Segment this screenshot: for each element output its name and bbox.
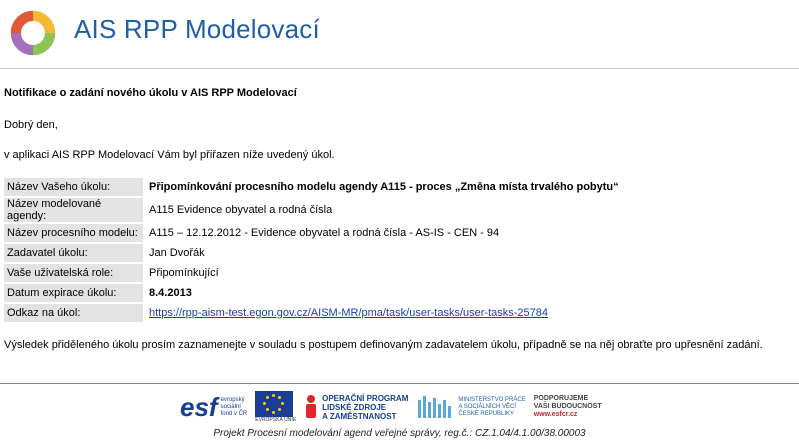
podporujeme-logo <box>534 395 602 419</box>
op-text-line: LIDSKÉ ZDROJE <box>322 402 387 412</box>
greeting-text: Dobrý den, <box>4 119 58 131</box>
row-label: Název modelované agendy: <box>4 198 143 222</box>
eu-flag-icon <box>255 391 293 417</box>
mpsv-logo <box>416 394 525 420</box>
eu-caption: EVROPSKÁ UNIE <box>255 417 297 423</box>
row-label: Název Vašeho úkolu: <box>4 178 143 196</box>
agenda-value: A115 Evidence obyvatel a rodná čísla <box>149 204 333 216</box>
notification-heading: Notifikace o zadání nového úkolu v AIS RPP Modelovací <box>4 87 297 99</box>
op-text-line: A ZAMĚSTNANOST <box>322 411 397 421</box>
row-label: Název procesního modelu: <box>4 224 143 242</box>
esf-logo-text <box>221 397 248 418</box>
email-header <box>0 0 799 69</box>
podpor-text-line: VAŠI BUDOUCNOST <box>533 403 602 410</box>
op-lzz-text <box>322 394 408 421</box>
esf-text-line: fond v ČR <box>220 410 248 417</box>
eu-logo <box>255 391 296 423</box>
op-lzz-logo <box>304 394 408 421</box>
mpsv-text-line: A SOCIÁLNÍCH VĚCÍ <box>458 403 517 410</box>
process-model-value: A115 – 12.12.2012 - Evidence obyvatel a rodná čísla - AS-IS - CEN - 94 <box>149 227 500 239</box>
assigner-value: Jan Dvořák <box>149 247 205 259</box>
op-text-line: OPERAČNÍ PROGRAM <box>322 393 409 403</box>
footer-divider <box>0 383 799 384</box>
intro-text: v aplikaci AIS RPP Modelovací Vám byl přiřazen níže uvedený úkol. <box>4 149 335 161</box>
row-label: Vaše uživatelská role: <box>4 264 143 282</box>
result-instructions: Výsledek přiděleného úkolu prosím zaznamenejte v souladu s postupem definovaným zadavatelem úkolu, případně se na něj obraťte pro upřesnění zadání. <box>4 339 763 351</box>
op-lzz-icon <box>304 394 318 420</box>
task-link-row <box>4 304 619 322</box>
expiration-value: 8.4.2013 <box>149 287 192 299</box>
task-name-row <box>4 178 619 196</box>
mpsv-text-line: MINISTERSTVO PRÁCE <box>458 396 526 403</box>
task-info-table <box>4 176 619 324</box>
esf-logo <box>180 394 247 420</box>
task-name-value: Připomínkování procesního modelu agendy A115 - proces „Změna místa trvalého pobytu“ <box>149 181 619 193</box>
project-caption: Projekt Procesní modelování agend veřejné správy, reg.č.: CZ.1.04/4.1.00/38.00003 <box>213 428 586 439</box>
row-label: Odkaz na úkol: <box>4 304 143 322</box>
footer-logos <box>180 388 602 426</box>
row-label: Datum expirace úkolu: <box>4 284 143 302</box>
expiration-row <box>4 284 619 302</box>
esf-text-line: evropský <box>220 396 245 403</box>
esf-logo-mark: esf <box>180 392 218 422</box>
user-role-row <box>4 264 619 282</box>
agenda-row <box>4 198 619 222</box>
row-label: Zadavatel úkolu: <box>4 244 143 262</box>
mpsv-text-line: ČESKÉ REPUBLIKY <box>458 410 515 417</box>
app-logo-icon <box>8 8 58 58</box>
task-link[interactable]: https://rpp-aism-test.egon.gov.cz/AISM-MR/pma/task/user-tasks/user-tasks-25784 <box>149 307 548 319</box>
mpsv-text <box>458 397 525 418</box>
mpsv-icon <box>416 394 454 420</box>
process-model-row <box>4 224 619 242</box>
app-title: AIS RPP Modelovací <box>74 14 320 44</box>
podpor-text-line: PODPORUJEME <box>533 395 589 402</box>
podpor-url: www.esfcr.cz <box>533 411 578 418</box>
assigner-row <box>4 244 619 262</box>
user-role-value: Připomínkující <box>149 267 219 279</box>
esf-text-line: sociální <box>220 403 241 410</box>
